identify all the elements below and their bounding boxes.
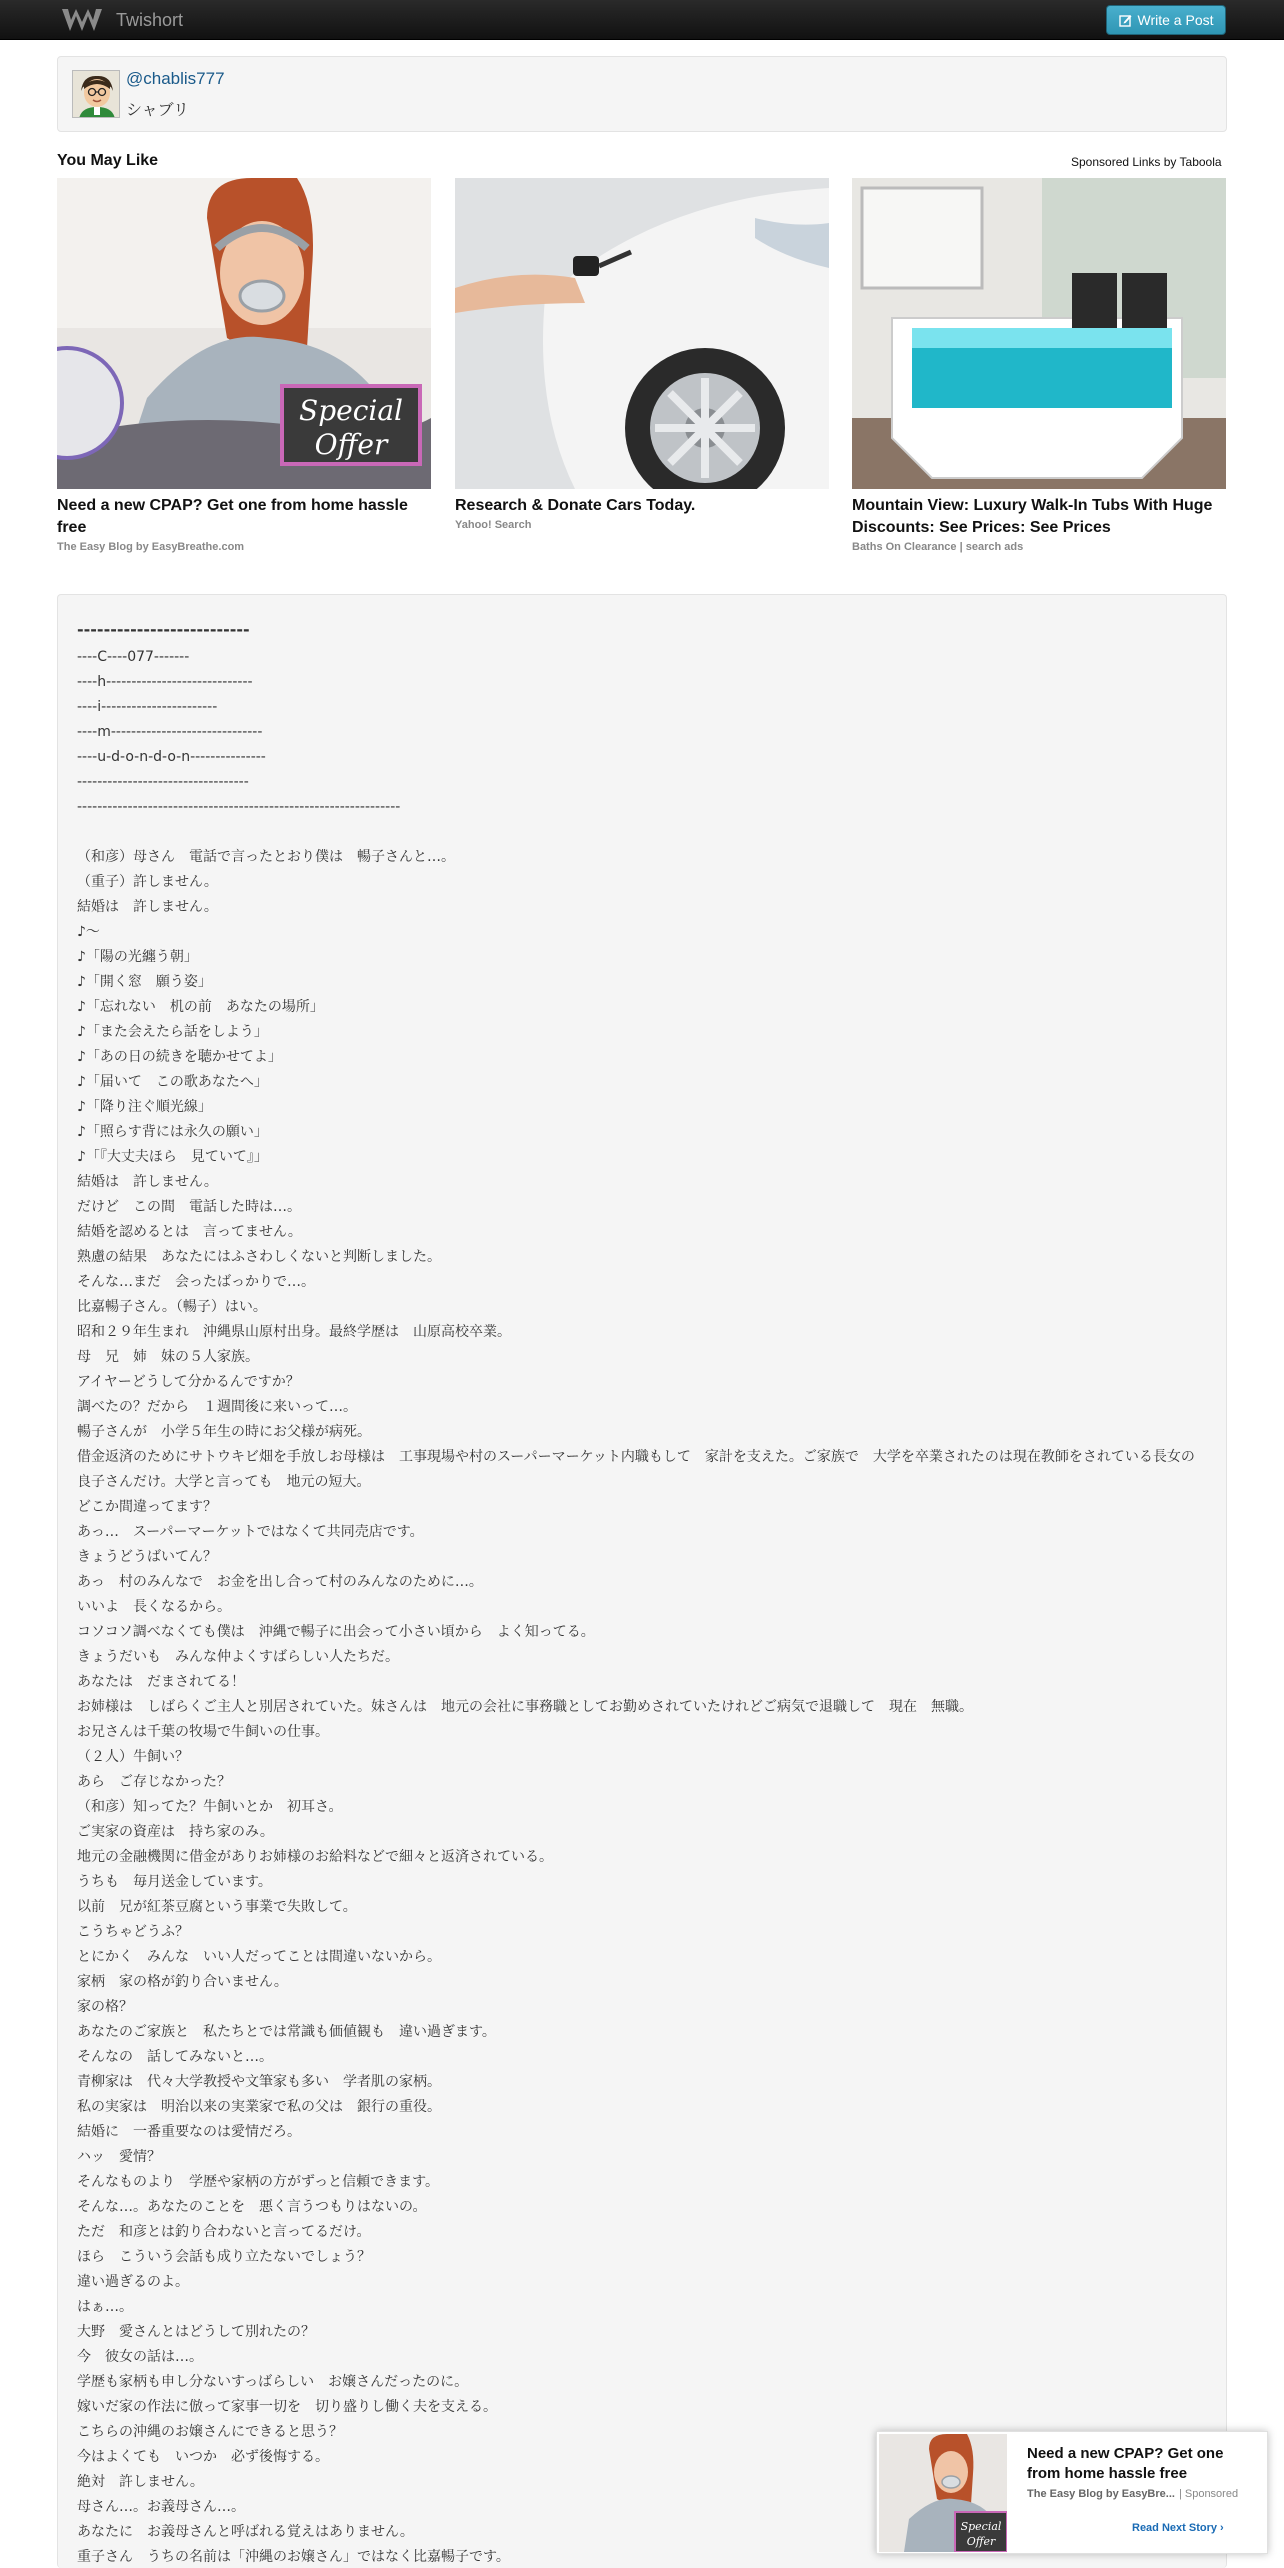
- post-content-panel: [57, 594, 1227, 2568]
- author-display-name: シャブリ: [126, 102, 190, 119]
- post-line: 今 彼女の話は…。: [77, 2349, 203, 2365]
- post-line: 絶対 許しません。: [77, 2474, 204, 2490]
- post-line: 比嘉暢子さん。（暢子）はい。: [77, 1299, 267, 1315]
- post-line: 大野 愛さんとはどうして別れたの？: [77, 2324, 315, 2340]
- post-line: 私の実家は 明治以来の実業家で私の父は 銀行の重役。: [77, 2099, 441, 2115]
- post-line: こちらの沖縄のお嬢さんにできると思う？: [77, 2424, 343, 2440]
- post-line: うちも 毎月送金しています。: [77, 1874, 272, 1890]
- post-line: 母 兄 姉 妹の５人家族。: [77, 1349, 259, 1365]
- post-line: ご実家の資産は 持ち家のみ。: [77, 1824, 274, 1840]
- post-line: ♪「忘れない 机の前 あなたの場所」: [77, 999, 324, 1015]
- read-next-story-link[interactable]: Read Next Story ›: [1132, 2522, 1224, 2534]
- svg-text:Offer: Offer: [966, 2535, 996, 2548]
- brand-link[interactable]: [60, 6, 183, 34]
- post-line: ♪「また会えたら話をしよう」: [77, 1024, 268, 1040]
- popup-source: The Easy Blog by EasyBre...: [1027, 2488, 1175, 2500]
- brand-name: Twishort: [116, 9, 184, 30]
- post-line: ♪「あの日の続きを聴かせてよ」: [77, 1049, 282, 1065]
- post-line: 暢子さんが 小学５年生の時にお父様が病死。: [77, 1424, 371, 1440]
- post-line: きょうだいも みんな仲よくすばらしい人たちだ。: [77, 1649, 399, 1665]
- post-line: ----------------------------------: [77, 774, 249, 790]
- ad-thumbnail[interactable]: [455, 178, 829, 489]
- write-post-button[interactable]: [1106, 5, 1226, 35]
- post-line: 違い過ぎるのよ。: [77, 2274, 189, 2290]
- post-heading-line: --------------------------: [77, 620, 250, 639]
- post-line: ほら こういう会話も成り立たないでしょう？: [77, 2249, 371, 2265]
- popup-thumbnail[interactable]: [879, 2434, 1007, 2552]
- post-line: ♪「『大丈夫ほら 見ていて』」: [77, 1149, 268, 1165]
- avatar[interactable]: [72, 70, 120, 118]
- author-panel: [57, 56, 1227, 132]
- post-line: ♪「降り注ぐ順光線」: [77, 1099, 212, 1115]
- post-line: [77, 820, 1207, 845]
- recommendation-card-cars[interactable]: [455, 178, 829, 531]
- post-line: 以前 兄が紅茶豆腐という事業で失敗して。: [77, 1899, 357, 1915]
- write-post-label: Write a Post: [1137, 12, 1214, 28]
- post-line: ----h-----------------------------: [77, 674, 253, 690]
- post-line: 重子さん うちの名前は「沖縄のお嬢さん」ではなく比嘉暢子です。: [77, 2549, 510, 2565]
- post-line: そんな…まだ 会ったばっかりで…。: [77, 1274, 315, 1290]
- post-body: [77, 615, 1207, 2568]
- ad-source: The Easy Blog by EasyBreathe.com: [57, 541, 245, 553]
- ad-title[interactable]: Need a new CPAP? Get one from home hassle free: [57, 497, 408, 536]
- post-line: 嫁いだ家の作法に倣って家事一切を 切り盛りし働く夫を支える。: [77, 2399, 497, 2415]
- post-line: こうちゃどうふ？: [77, 1924, 189, 1940]
- post-line: 結婚は 許しません。: [77, 899, 218, 915]
- sponsored-links-label[interactable]: Sponsored Links by Taboola: [1071, 155, 1222, 169]
- popup-meta: [1027, 2488, 1263, 2500]
- post-line: 結婚は 許しません。: [77, 1174, 218, 1190]
- ad-badge-offer: Offer: [314, 428, 388, 461]
- post-line: ♪「照らす背には永久の願い」: [77, 1124, 268, 1140]
- post-line: ----------------------------------------------------------------: [77, 799, 401, 815]
- ad-source: Yahoo! Search: [455, 519, 532, 531]
- popup-sponsored-label: | Sponsored: [1178, 2488, 1239, 2500]
- post-line: ----m------------------------------: [77, 724, 263, 740]
- post-line: ♪「届いて この歌あなたへ」: [77, 1074, 268, 1090]
- post-line: きょうどうばいてん？: [77, 1549, 217, 1565]
- post-line: あなたのご家族と 私たちとでは常識も価値観も 違い過ぎます。: [77, 2024, 496, 2040]
- post-line: ----u-d-o-n-d-o-n---------------: [77, 749, 266, 765]
- ad-thumbnail[interactable]: [57, 178, 431, 489]
- twishort-logo-icon: [60, 6, 104, 34]
- post-line: （和彦）母さん 電話で言ったとおり僕は 暢子さんと…。: [77, 849, 455, 865]
- post-line: 今はよくても いつか 必ず後悔する。: [77, 2449, 329, 2465]
- post-line: あなたに お義母さんと呼ばれる覚えはありません。: [77, 2524, 414, 2540]
- post-line: ----C----077-------: [77, 649, 190, 665]
- read-next-popup[interactable]: [876, 2431, 1268, 2554]
- post-line: とにかく みんな いい人だってことは間違いないから。: [77, 1949, 441, 1965]
- post-line: ただ 和彦とは釣り合わないと言ってるだけ。: [77, 2224, 371, 2240]
- post-line: はぁ…。: [77, 2299, 133, 2315]
- post-line: 青柳家は 代々大学教授や文筆家も多い 学者肌の家柄。: [77, 2074, 441, 2090]
- post-line: あっ… スーパーマーケットではなくて共同売店です。: [77, 1524, 424, 1540]
- post-line: ♪「陽の光纏う朝」: [77, 949, 198, 965]
- post-line: 家の格？: [77, 1999, 133, 2015]
- post-line: ♪～: [77, 924, 100, 940]
- ad-thumbnail[interactable]: [852, 178, 1226, 489]
- post-line: 地元の金融機関に借金がありお姉様のお給料などで細々と返済されている。: [77, 1849, 553, 1865]
- post-line: そんなの 話してみないと…。: [77, 2049, 273, 2065]
- post-line: ハッ 愛情？: [77, 2149, 161, 2165]
- post-line: そんな…。あなたのことを 悪く言うつもりはないの。: [77, 2199, 427, 2215]
- post-line: あっ 村のみんなで お金を出し合って村のみんなのために…。: [77, 1574, 483, 1590]
- post-line: あなたは だまされてる！: [77, 1674, 245, 1690]
- post-line: 昭和２９年生まれ 沖縄県山原村出身。最終学歴は 山原高校卒業。: [77, 1324, 511, 1340]
- post-line: 母さん…。お義母さん…。: [77, 2499, 245, 2515]
- post-line: お兄さんは千葉の牧場で牛飼いの仕事。: [77, 1724, 329, 1740]
- post-line: 調べたの？だから １週間後に来いって…。: [77, 1399, 357, 1415]
- post-line: コソコソ調べなくても僕は 沖縄で暢子に出会って小さい頃から よく知ってる。: [77, 1624, 595, 1640]
- ad-source: Baths On Clearance | search ads: [852, 541, 1024, 553]
- post-line: 家柄 家の格が釣り合いません。: [77, 1974, 288, 1990]
- post-line: どこか間違ってます？: [77, 1499, 217, 1515]
- top-navbar: [0, 0, 1284, 40]
- recommendation-card-cpap[interactable]: [57, 178, 431, 553]
- svg-text:Special: Special: [960, 2520, 1002, 2533]
- post-line: アイヤーどうして分かるんですか？: [77, 1374, 300, 1390]
- post-line: （和彦）知ってた？牛飼いとか 初耳さ。: [77, 1799, 343, 1815]
- post-line: ----i-----------------------: [77, 699, 218, 715]
- popup-title[interactable]: Need a new CPAP? Get one from home hassle free: [1027, 2445, 1224, 2482]
- post-line: 学歴も家柄も申し分ないすっばらしい お嬢さんだったのに。: [77, 2374, 469, 2390]
- post-line: そんなものより 学歴や家柄の方がずっと信頼できます。: [77, 2174, 440, 2190]
- recommendations-title: You May Like: [57, 152, 159, 169]
- post-line: （２人）牛飼い？: [77, 1749, 189, 1765]
- post-line: あら ご存じなかった？: [77, 1774, 231, 1790]
- ad-badge-special: Special: [299, 394, 403, 427]
- author-handle-link[interactable]: @chablis777: [126, 69, 225, 88]
- edit-icon: [1119, 14, 1132, 27]
- post-line: 結婚を認めるとは 言ってません。: [77, 1224, 302, 1240]
- ad-title[interactable]: Mountain View: Luxury Walk-In Tubs With Huge Discounts: See Prices: See Prices: [852, 497, 1213, 536]
- post-line: 熟慮の結果 あなたにはふさわしくないと判断しました。: [77, 1249, 441, 1265]
- post-line: いいよ 長くなるから。: [77, 1599, 231, 1615]
- recommendation-card-tubs[interactable]: [852, 178, 1226, 553]
- post-line: だけど この間 電話した時は…。: [77, 1199, 301, 1215]
- post-line: 結婚に 一番重要なのは愛情だろ。: [77, 2124, 301, 2140]
- avatar-image: [73, 71, 120, 118]
- post-line: お姉様は しばらくご主人と別居されていた。妹さんは 地元の会社に事務職としてお勤めされていたけれどご病気で退職して 現在 無職。: [77, 1699, 973, 1715]
- post-line: （重子）許しません。: [77, 874, 218, 890]
- post-line: 借金返済のためにサトウキビ畑を手放しお母様は 工事現場や村のスーパーマーケット内職もして 家計を支えた。ご家族で 大学を卒業されたのは現在教師をされている長女の良子さんだけ。大学と言っても 地元の短大。: [77, 1449, 1195, 1490]
- ad-title[interactable]: Research & Donate Cars Today.: [455, 497, 696, 514]
- post-line: ♪「開く窓 願う姿」: [77, 974, 212, 990]
